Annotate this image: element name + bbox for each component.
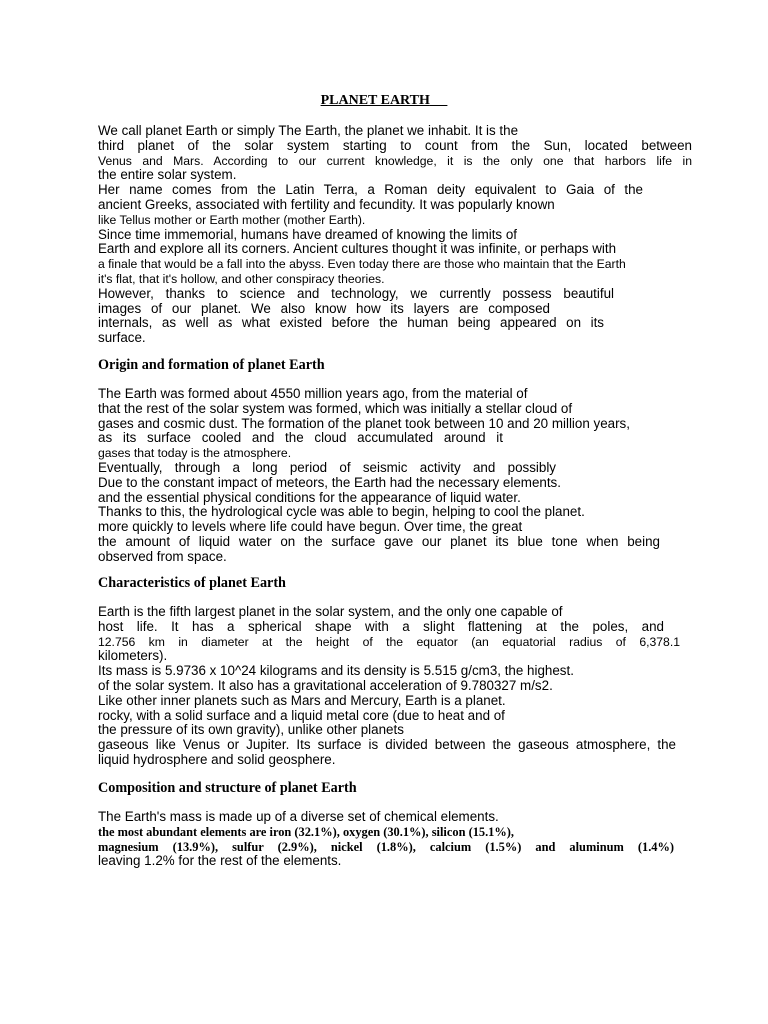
text-line: the pressure of its own gravity), unlike other planets [98,722,404,738]
section-heading-composition: Composition and structure of planet Earth [98,780,357,796]
text-line: Earth and explore all its corners. Ancient cultures thought it was infinite, or perhaps with [98,241,617,257]
text-line: gases and cosmic dust. The formation of the planet took between 10 and 20 million years, [98,415,630,431]
text-line: gases that today is the atmosphere. [98,446,292,461]
characteristics-paragraphs [98,605,692,768]
text-line: more quickly to levels where life could have begun. Over time, the great [98,519,523,535]
page-title: PLANET EARTH [320,93,430,108]
text-line: a finale that would be a fall into the abyss. Even today there are those who maintain that the Earth [98,257,626,272]
text-line: The Earth's mass is made up of a diverse set of chemical elements. [98,809,499,824]
text-line: gaseous like Venus or Jupiter. Its surface is divided between the gaseous atmosphere, the [98,737,676,753]
text-line: observed from space. [98,548,227,564]
text-line: 12.756 km in diameter at the height of the equator (an equatorial radius of 6,378.1 [98,634,680,649]
text-line: the amount of liquid water on the surface gave our planet its blue tone when being [98,533,660,549]
text-line: images of our planet. We also know how its layers are composed [98,300,550,316]
text-line: Its mass is 5.9736 x 10^24 kilograms and its density is 5.515 g/cm3, the highest. [98,663,574,679]
text-line: that the rest of the solar system was formed, which was initially a stellar cloud of [98,400,573,416]
text-line: surface. [98,330,146,346]
text-line: of the solar system. It also has a gravitational acceleration of 9.780327 m/s2. [98,677,553,693]
text-line: Earth is the fifth largest planet in the solar system, and the only one capable of [98,604,563,619]
text-line: kilometers). [98,648,168,664]
text-line: Since time immemorial, humans have dreamed of knowing the limits of [98,226,518,242]
text-line: it's flat, that it's hollow, and other conspiracy theories. [98,271,385,286]
text-line: the entire solar system. [98,167,237,183]
text-line: as its surface cooled and the cloud accumulated around it [98,430,503,446]
text-line: and the essential physical conditions for the appearance of liquid water. [98,489,521,505]
section-heading-origin: Origin and formation of planet Earth [98,357,325,373]
text-line: Due to the constant impact of meteors, the Earth had the necessary elements. [98,474,561,490]
text-line: the most abundant elements are iron (32.1%), oxygen (30.1%), silicon (15.1%), [98,824,514,839]
text-line: We call planet Earth or simply The Earth, the planet we inhabit. It is the [98,123,519,138]
text-line: Eventually, through a long period of seismic activity and possibly [98,459,556,475]
text-line: third planet of the solar system starting to count from the Sun, located between [98,137,692,153]
text-line: The Earth was formed about 4550 million years ago, from the material of [98,386,528,401]
text-line: leaving 1.2% for the rest of the elements. [98,853,342,869]
text-line: Her name comes from the Latin Terra, a Roman deity equivalent to Gaia of the [98,182,643,198]
text-line: Venus and Mars. According to our current knowledge, it is the only one that harbors life in [98,153,692,168]
text-line: However, thanks to science and technology, we currently possess beautiful [98,285,614,301]
text-line: rocky, with a solid surface and a liquid metal core (due to heat and of [98,707,505,723]
text-line: internals, as well as what existed before the human being appeared on its [98,315,604,331]
text-line: ancient Greeks, associated with fertility and fecundity. It was popularly known [98,196,555,212]
composition-paragraphs [98,810,692,869]
text-line: Like other inner planets such as Mars and Mercury, Earth is a planet. [98,692,506,708]
origin-paragraphs [98,387,692,565]
text-line: like Tellus mother or Earth mother (mother Earth). [98,212,366,227]
section-heading-characteristics: Characteristics of planet Earth [98,575,286,591]
text-line: magnesium (13.9%), sulfur (2.9%), nickel (1.8%), calcium (1.5%) and aluminum (1.4%) [98,839,674,854]
text-line: host life. It has a spherical shape with a slight flattening at the poles, and [98,618,664,634]
text-line: Thanks to this, the hydrological cycle was able to begin, helping to cool the planet. [98,504,585,520]
text-line: liquid hydrosphere and solid geosphere. [98,751,336,767]
intro-paragraphs [98,124,692,346]
